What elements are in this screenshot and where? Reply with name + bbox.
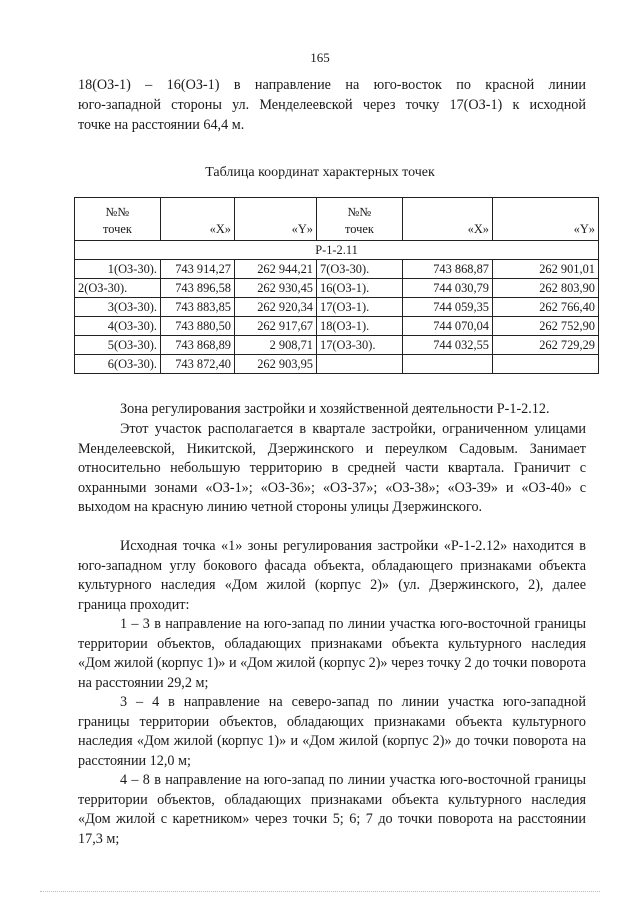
cell-y: 262 903,95 xyxy=(235,355,317,374)
cell-x: 744 030,79 xyxy=(403,279,493,298)
cell-point: 18(ОЗ-1). xyxy=(317,317,403,336)
header-x-1: «X» xyxy=(161,198,235,241)
segment-4-8: 4 – 8 в направление на юго-запад по линии участка юго-восточной границы территории объектов, обладающих признаками объекта культурного наследия «Дом жилой с каретником» через точки 5; 6; 7 до точки поворота на расстоянии 17,3 м; xyxy=(78,772,586,847)
cell-y: 2 908,71 xyxy=(235,336,317,355)
cell-x: 743 880,50 xyxy=(161,317,235,336)
cell-y: 262 917,67 xyxy=(235,317,317,336)
cell-point: 3(ОЗ-30). xyxy=(75,298,161,317)
cell-x: 743 868,87 xyxy=(403,260,493,279)
segment-1-3: 1 – 3 в направление на юго-запад по линии участка юго-восточной границы территории объектов, обладающих признаками объекта культурного наследия «Дом жилой (корпус 1)» и «Дом жилой (корпус 2)» через точку 2 до точки поворота на расстоянии 29,2 м; xyxy=(78,616,586,691)
table-row xyxy=(75,279,599,298)
table-row xyxy=(75,298,599,317)
cell-point: 5(ОЗ-30). xyxy=(75,336,161,355)
cell-point: 17(ОЗ-30). xyxy=(317,336,403,355)
cell-point: 2(ОЗ-30). xyxy=(75,279,161,298)
header-points-label: точек xyxy=(345,222,374,236)
coordinates-table xyxy=(74,197,599,374)
cell-y: 262 944,21 xyxy=(235,260,317,279)
cell-point: 17(ОЗ-1). xyxy=(317,298,403,317)
table-header-row xyxy=(75,198,599,241)
cell-point: 1(ОЗ-30). xyxy=(75,260,161,279)
cell-x: 743 872,40 xyxy=(161,355,235,374)
cell-y: 262 803,90 xyxy=(493,279,599,298)
page-number: 165 xyxy=(310,50,330,65)
cell-y: 262 752,90 xyxy=(493,317,599,336)
header-number-sign: №№ xyxy=(105,205,130,219)
zone-group-label: Р-1-2.11 xyxy=(75,241,599,260)
cell-point: 6(ОЗ-30). xyxy=(75,355,161,374)
location-paragraph: Этот участок располагается в квартале застройки, ограниченном улицами Менделеевской, Никитской, Дзержинского и переулком Садовым. Занимает относительно небольшую территорию в средней части квартала. Граничит с охранными зонами «ОЗ-1»; «ОЗ-36»; «ОЗ-37»; «ОЗ-38»; «ОЗ-39» и «ОЗ-40» с выходом на красную линию четной стороны улицы Дзержинского. xyxy=(78,421,586,516)
cell-y: 262 930,45 xyxy=(235,279,317,298)
header-x-2: «X» xyxy=(403,198,493,241)
table-caption: Таблица координат характерных точек xyxy=(205,165,435,180)
header-point-2 xyxy=(317,198,403,241)
table-row xyxy=(75,355,599,374)
header-y-1: «Y» xyxy=(235,198,317,241)
cell-point xyxy=(317,355,403,374)
cell-x: 743 914,27 xyxy=(161,260,235,279)
table-row xyxy=(75,260,599,279)
header-number-sign: №№ xyxy=(347,205,372,219)
table-group-row xyxy=(75,241,599,260)
cell-x: 744 032,55 xyxy=(403,336,493,355)
cell-x: 743 896,58 xyxy=(161,279,235,298)
cell-x xyxy=(403,355,493,374)
intro-line-1: 18(ОЗ-1) – 16(ОЗ-1) в направление на юго-восток по красной линии xyxy=(78,77,586,93)
intro-line-3: точке на расстоянии 64,4 м. xyxy=(78,117,245,133)
cell-x: 744 059,35 xyxy=(403,298,493,317)
header-points-label: точек xyxy=(103,222,132,236)
cell-y: 262 766,40 xyxy=(493,298,599,317)
cell-y: 262 920,34 xyxy=(235,298,317,317)
cell-point: 16(ОЗ-1). xyxy=(317,279,403,298)
table-row xyxy=(75,317,599,336)
segment-3-4: 3 – 4 в направление на северо-запад по линии участка юго-западной границы территории объектов, обладающих признаками объекта культурного наследия «Дом жилой (корпус 1)» и «Дом жилой (корпус 2)» до точки поворота на расстоянии 12,0 м; xyxy=(78,694,586,769)
intro-line-2: юго-западной стороны ул. Менделеевской через точку 17(ОЗ-1) к исходной xyxy=(78,97,586,113)
bottom-edge-noise xyxy=(40,891,600,894)
zone-heading: Зона регулирования застройки и хозяйственной деятельности Р-1-2.12. xyxy=(120,401,550,417)
cell-point: 7(ОЗ-30). xyxy=(317,260,403,279)
header-point-1 xyxy=(75,198,161,241)
header-y-2: «Y» xyxy=(493,198,599,241)
cell-x: 744 070,04 xyxy=(403,317,493,336)
cell-y: 262 901,01 xyxy=(493,260,599,279)
cell-x: 743 868,89 xyxy=(161,336,235,355)
cell-y: 262 729,29 xyxy=(493,336,599,355)
cell-y xyxy=(493,355,599,374)
cell-x: 743 883,85 xyxy=(161,298,235,317)
cell-point: 4(ОЗ-30). xyxy=(75,317,161,336)
start-point-paragraph: Исходная точка «1» зоны регулирования застройки «Р-1-2.12» находится в юго-западном углу бокового фасада объекта, обладающего признаками объекта культурного наследия «Дом жилой (корпус 2)» (ул. Дзержинского, 2), далее граница проходит: xyxy=(78,538,586,613)
table-row xyxy=(75,336,599,355)
